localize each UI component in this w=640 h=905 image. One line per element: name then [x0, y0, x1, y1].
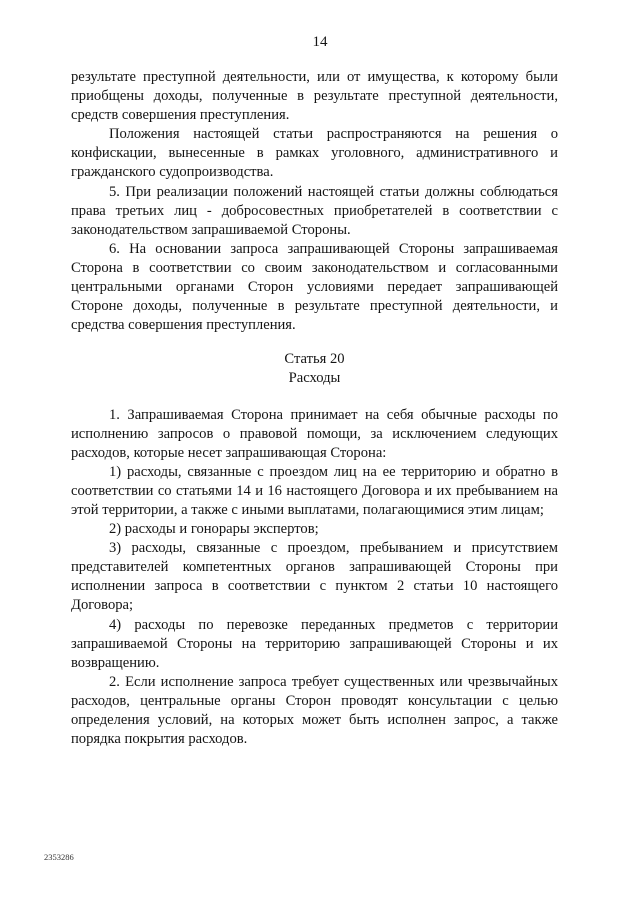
paragraph: 5. При реализации положений настоящей статьи должны соблюдаться права третьих лиц - добросовестных приобретателей в соответствии с законодательством запрашиваемой Стороны.	[71, 183, 558, 238]
paragraph-continuation: результате преступной деятельности, или от имущества, к которому были приобщены доходы, полученные в результате преступной деятельности, средств совершения преступления.	[71, 69, 558, 124]
paragraph: 6. На основании запроса запрашивающей Стороны запрашиваемая Сторона в соответствии со своим законодательством и согласованными центральными органами Сторон условиями передает запрашивающей Стороне доходы, полученные в результате преступной деятельности, и средства совершения преступления.	[71, 240, 558, 334]
spacer	[71, 335, 558, 350]
article-number: Статья 20	[284, 351, 345, 368]
document-code: 2353286	[44, 852, 74, 862]
page-number: 14	[312, 34, 328, 50]
spacer	[71, 389, 558, 406]
list-item: 3) расходы, связанные с проездом, пребыванием и присутствием представителей компетентных органов запрашивающей Стороны при исполнении запроса в соответствии с пунктом 2 статьи 10 настоящего Договора;	[71, 540, 558, 614]
document-body	[71, 68, 558, 749]
paragraph: 1. Запрашиваемая Сторона принимает на себя обычные расходы по исполнению запросов о правовой помощи, за исключением следующих расходов, которые несет запрашивающая Сторона:	[71, 406, 558, 461]
list-item: 4) расходы по перевозке переданных предметов с территории запрашиваемой Стороны на территорию запрашивающей Стороны и их возвращению.	[71, 616, 558, 671]
article-title: Расходы	[288, 370, 341, 387]
list-item: 2) расходы и гонорары экспертов;	[109, 521, 319, 538]
paragraph: Положения настоящей статьи распространяются на решения о конфискации, вынесенные в рамках уголовного, административного и гражданского судопроизводства.	[71, 126, 558, 181]
paragraph: 2. Если исполнение запроса требует существенных или чрезвычайных расходов, центральные органы Сторон проводят консультации с целью определения условий, на которых может быть исполнен запрос, а также порядка покрытия расходов.	[71, 673, 558, 748]
list-item: 1) расходы, связанные с проездом лиц на ее территорию и обратно в соответствии со статьями 14 и 16 настоящего Договора и их пребыванием на этой территории, а также с иными выплатами, полагающимися этим лицам;	[71, 463, 558, 518]
